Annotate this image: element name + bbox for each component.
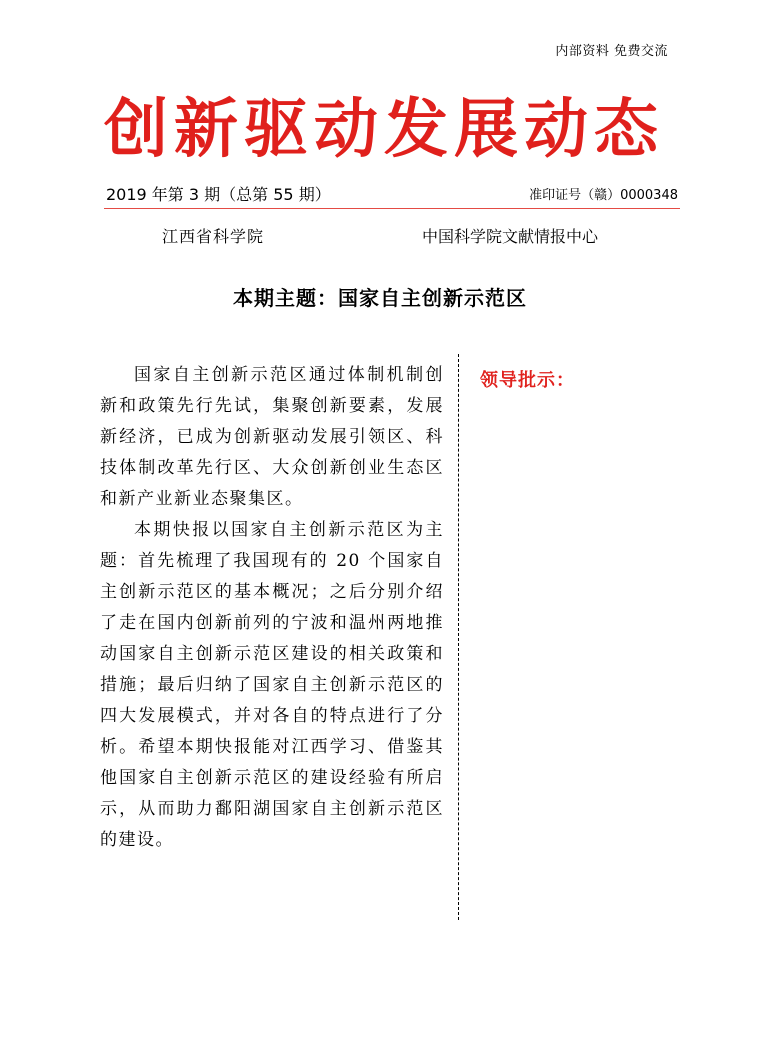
publisher-right: 中国科学院文献情报中心 (422, 227, 599, 246)
body-paragraph: 国家自主创新示范区通过体制机制创新和政策先行先试，集聚创新要素，发展新经济，已成为创新驱动发展引领区、科技体制改革先行区、大众创新创业生态区和新产业新业态聚集区。 (100, 365, 444, 509)
issue-number: 2019 年第 3 期（总第 55 期） (106, 185, 331, 204)
body-paragraph: 本期快报以国家自主创新示范区为主题：首先梳理了我国现有的 20 个国家自主创新示范区的基本概况；之后分别介绍了走在国内创新前列的宁波和温州两地推动国家自主创新示范区建设的相关政策和措施；最后归纳了国家自主创新示范区的四大发展模式，并对各自的特点进行了分析。希望本期快报能对江西学习、借鉴其他国家自主创新示范区的建设经验有所启示，从而助力鄱阳湖国家自主创新示范区的建设。 (100, 520, 444, 850)
issue-topic: 本期主题：国家自主创新示范区 (233, 286, 527, 310)
permit-number: 准印证号（赣）0000348 (529, 188, 678, 203)
leader-review-label: 领导批示： (480, 370, 575, 391)
body-text (100, 360, 444, 856)
internal-note: 内部资料 免费交流 (555, 44, 668, 59)
publisher-left: 江西省科学院 (162, 227, 265, 246)
column-divider (458, 354, 459, 920)
masthead-title: 创新驱动发展动态 (104, 92, 664, 167)
issue-row (104, 184, 680, 209)
